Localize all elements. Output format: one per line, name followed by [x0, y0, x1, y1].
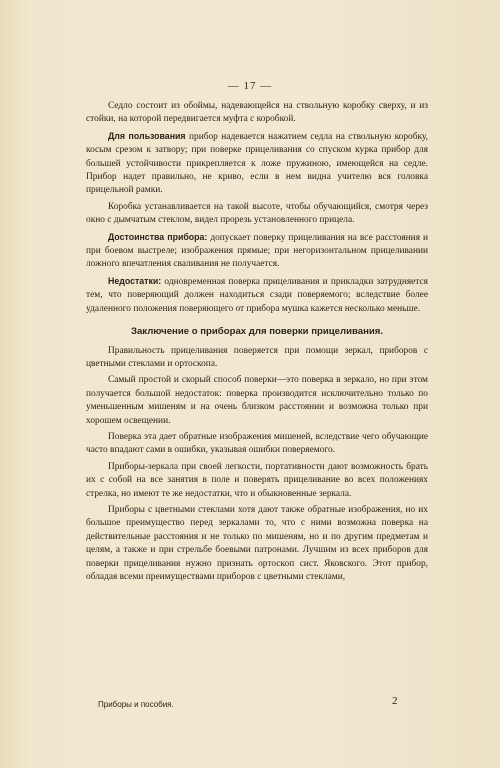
paragraph: Приборы-зеркала при своей легкости, портативности дают возможность брать их с собой на все занятия в поле и поверять прицеливание во всех положениях стрелка, но имеют те же недостатки, что и обыкновенные зеркала.	[86, 461, 428, 499]
paragraph-text: Коробка устанавливается на такой высоте, чтобы обучающийся, смотря через окно с дымчатым стеклом, видел прорезь установленного прицела.	[86, 201, 428, 226]
paragraph	[86, 231, 428, 272]
paragraph: Правильность прицеливания поверяется при помощи зеркал, приборов с цветными стеклами и ортоскопа.	[86, 345, 428, 369]
paragraph: Поверка эта дает обратные изображения мишеней, вследствие чего обучающие часто впадают сами в ошибки, указывая ошибки поверяемого.	[86, 431, 428, 456]
paragraph	[86, 100, 428, 127]
footer-signature: Приборы и пособия.	[98, 700, 174, 709]
paragraph: Приборы с цветными стеклами хотя дают также обратные изображения, но их большое преимущество перед зеркалами то, что с ними возможна поверка на действительные расстояния и не только по мишеням, но и по другим предметам и целям, а также и при стрельбе боевыми патронами. Лучшим из всех приборов для поверки прицеливания нужно признать ортоскоп сист. Яковского. Этот прибор, обладая всеми преимуществами приборов с цветными стеклами,	[86, 504, 428, 582]
paragraph-text: одновременная поверка прицеливания и прикладки затрудняется тем, что поверяющий должен находиться сзади поверяемого; вследствие более удаленного положения поверяющего от прибора мушка кажется несколько меньше.	[86, 276, 428, 314]
paragraph	[86, 201, 428, 228]
paragraph-text: прибор надевается нажатием седла на ствольную коробку, косым срезом к затвору; при поверке прицеливания со спуском курка прибор для большей устойчивости прикрепляется к ложе пружиною, имеющейся на седле. Прибор надет правильно, не криво, если в нем видна учителю вся головка прицельной рамки.	[86, 131, 429, 196]
paragraph-lead: Достоинства прибора:	[108, 231, 208, 242]
paragraph-lead: Недостатки:	[108, 275, 162, 286]
paragraph	[86, 275, 428, 316]
paragraph-text: Седло состоит из обоймы, надевающейся на ствольную коробку сверху, и из стойки, на которой передвигается муфта с коробкой.	[86, 101, 428, 125]
signature-mark: 2	[392, 695, 398, 707]
page-number: — 17 —	[227, 80, 273, 92]
paragraph-lead: Для пользования	[108, 130, 186, 141]
page-body	[86, 100, 428, 587]
paragraph-text: допускает поверку прицеливания на все расстояния и при боевом выстреле; изображения прямые; при негоризонтальном прицеливании ложного впечатления сваливания не получается.	[86, 232, 428, 270]
paragraph: Самый простой и скорый способ поверки—это поверка в зеркало, но при этом получается большой недостаток: поверка производится исключительно только по уменьшенным мишеням и на очень близком расстоянии и возможна только при хорошем освещении.	[86, 375, 428, 426]
paragraph	[86, 130, 428, 198]
section-heading: Заключение о приборах для поверки прицеливания.	[130, 326, 384, 338]
